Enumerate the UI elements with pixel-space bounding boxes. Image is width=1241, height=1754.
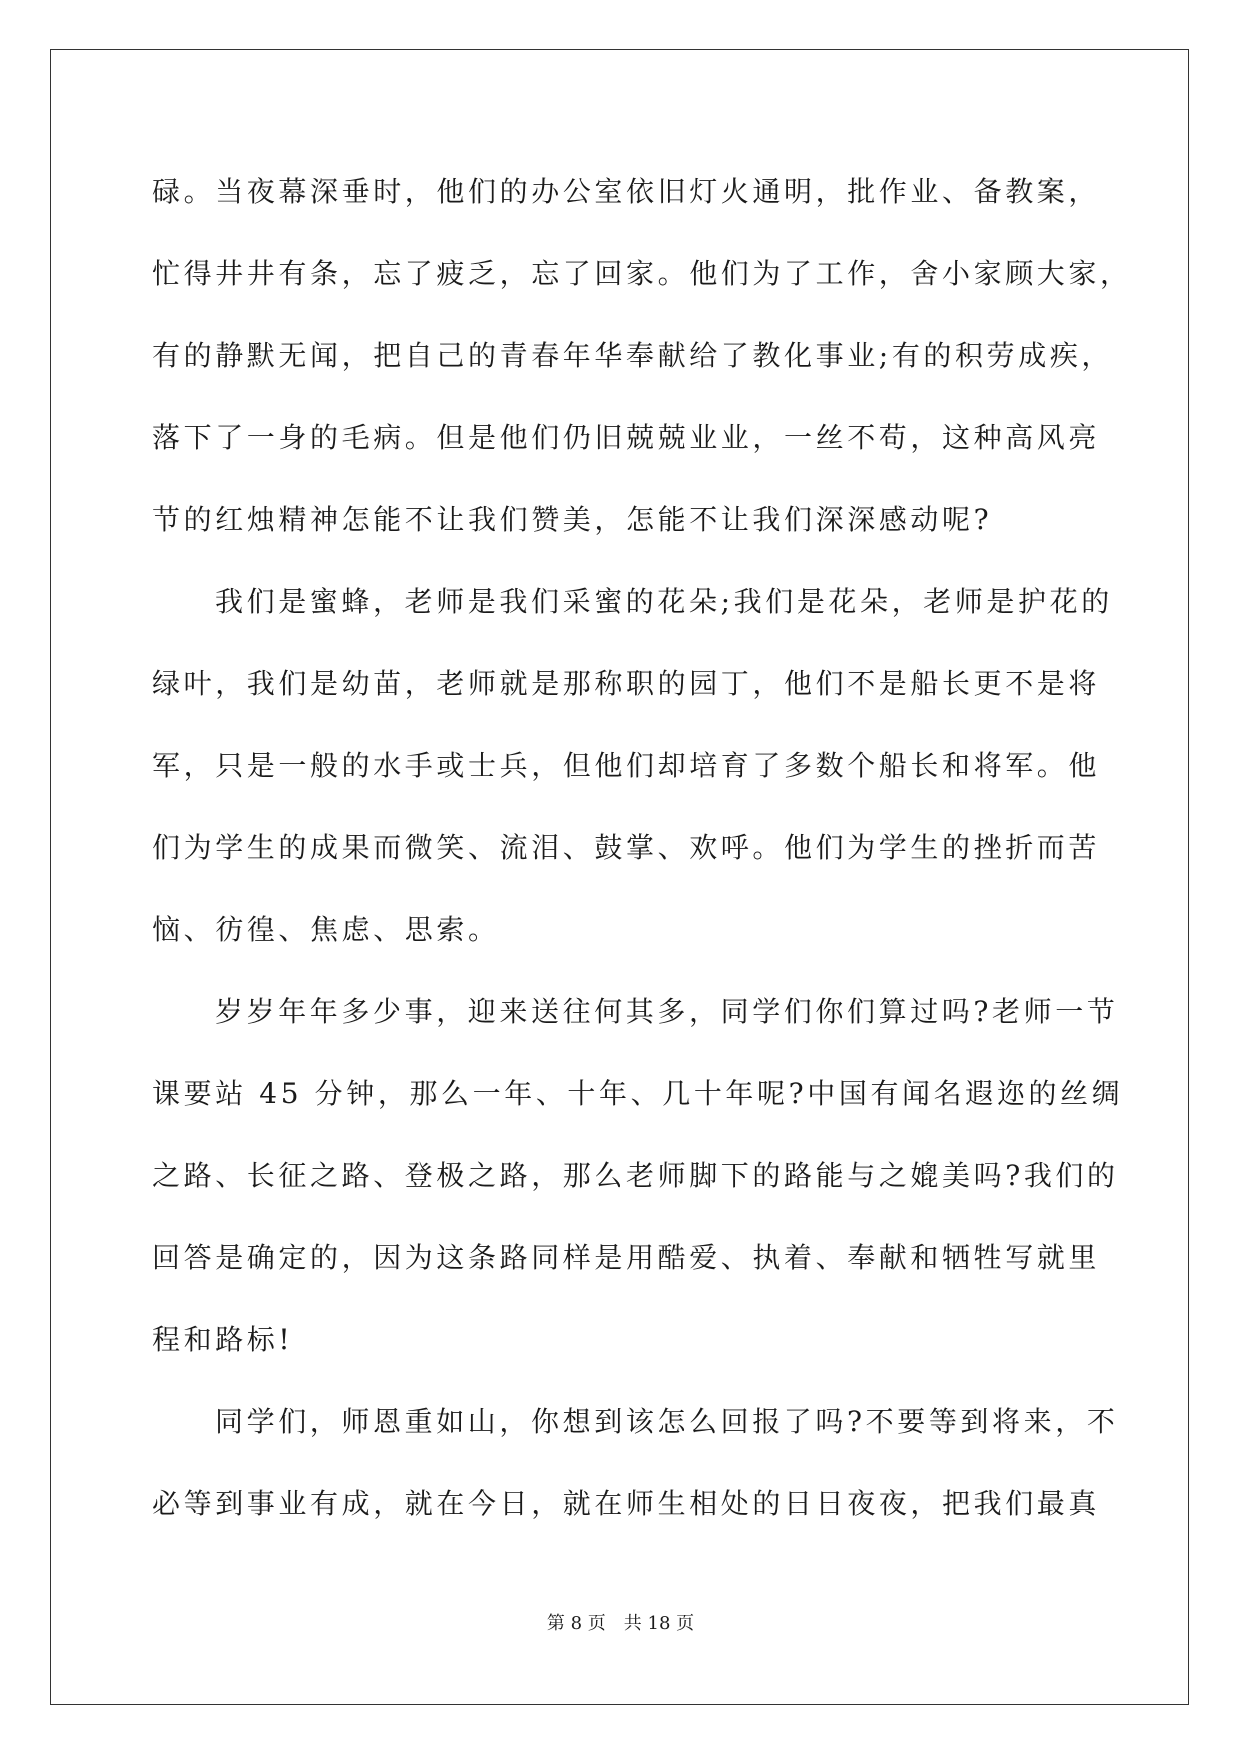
page-border [50,49,1189,1705]
text-line: 回答是确定的，因为这条路同样是用酷爱、执着、奉献和牺牲写就里 [152,1241,1101,1274]
text-line: 课要站 45 分钟，那么一年、十年、几十年呢?中国有闻名遐迩的丝绸 [152,1077,1124,1110]
text-line: 碌。当夜幕深垂时，他们的办公室依旧灯火通明，批作业、备教案， [152,175,1101,208]
text-line: 必等到事业有成，就在今日，就在师生相处的日日夜夜，把我们最真 [152,1487,1101,1520]
text-line: 落下了一身的毛病。但是他们仍旧兢兢业业，一丝不苟，这种高风亮 [152,421,1101,454]
text-line: 军，只是一般的水手或士兵，但他们却培育了多数个船长和将军。他 [152,749,1101,782]
text-line: 们为学生的成果而微笑、流泪、鼓掌、欢呼。他们为学生的挫折而苦 [152,831,1101,864]
text-line: 恼、彷徨、焦虑、思索。 [152,913,500,946]
text-line: 之路、长征之路、登极之路，那么老师脚下的路能与之媲美吗?我们的 [152,1159,1119,1192]
text-line: 绿叶，我们是幼苗，老师就是那称职的园丁，他们不是船长更不是将 [152,667,1101,700]
text-line: 节的红烛精神怎能不让我们赞美，怎能不让我们深深感动呢? [152,503,993,536]
text-line: 同学们，师恩重如山，你想到该怎么回报了吗?不要等到将来，不 [215,1405,1119,1438]
page-number-footer: 第 8 页 共 18 页 [546,1613,695,1634]
text-line: 程和路标! [152,1323,294,1356]
text-line: 我们是蜜蜂，老师是我们采蜜的花朵;我们是花朵，老师是护花的 [215,585,1113,618]
text-line: 忙得井井有条，忘了疲乏，忘了回家。他们为了工作，舍小家顾大家， [152,257,1132,290]
text-line: 岁岁年年多少事，迎来送往何其多，同学们你们算过吗?老师一节 [215,995,1119,1028]
text-line: 有的静默无闻，把自己的青春年华奉献给了教化事业;有的积劳成疾， [152,339,1114,372]
